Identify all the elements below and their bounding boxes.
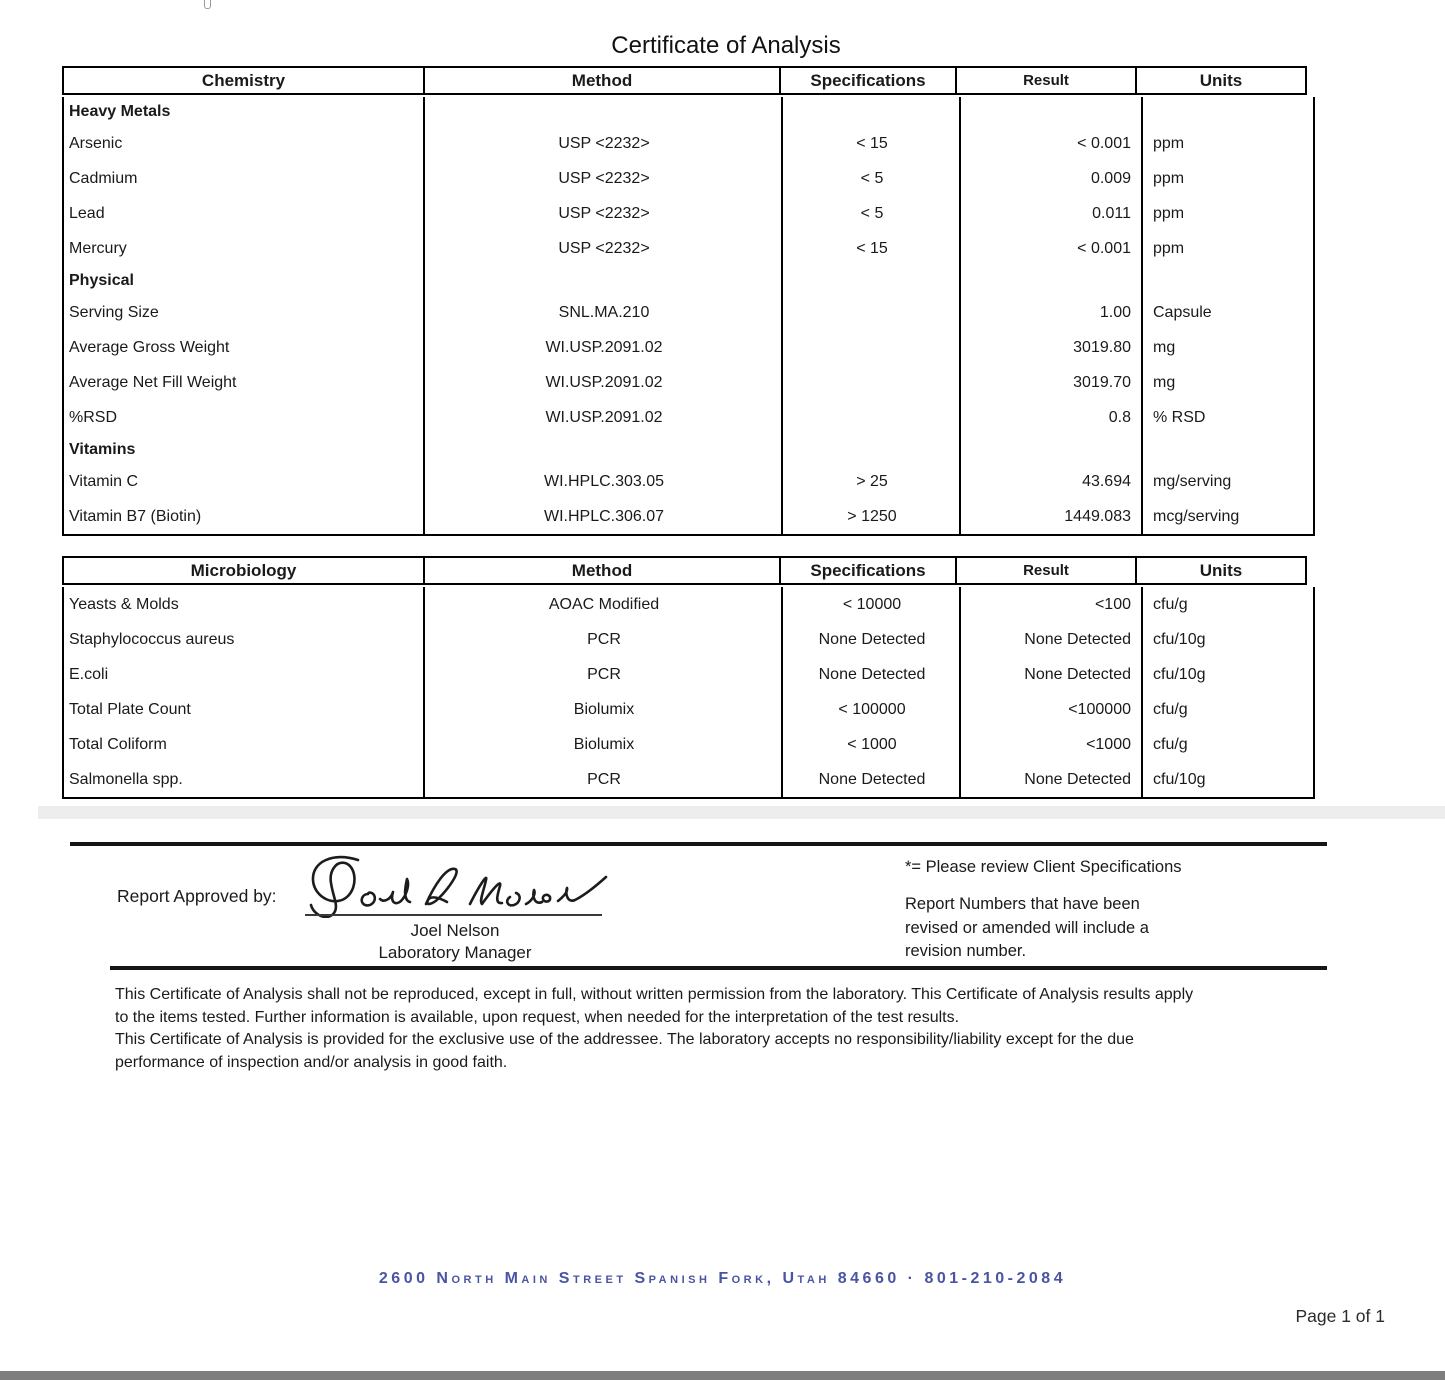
cell-result: 0.8 — [1108, 409, 1131, 426]
page-number: Page 1 of 1 — [1295, 1306, 1385, 1326]
disclaimer-line: This Certificate of Analysis is provided for the exclusive use of the addressee. The laboratory accepts no responsibility/liability except for the due — [115, 1031, 1134, 1048]
cell-units — [1143, 97, 1313, 126]
category-row — [64, 435, 1313, 464]
cell-spec: > 1250 — [847, 508, 897, 525]
table-row — [64, 126, 1313, 161]
lab-address: 2600 North Main Street Spanish Fork, Utah 84660 · 801-210-2084 — [378, 1270, 1067, 1287]
cell-units — [1143, 266, 1313, 295]
cell-method: USP <2232> — [558, 135, 650, 152]
cell-method: PCR — [587, 771, 621, 788]
cell-name: Salmonella spp. — [69, 771, 183, 788]
cell-result: None Detected — [1024, 666, 1131, 683]
cell-method: PCR — [587, 666, 621, 683]
cell-spec — [783, 365, 961, 400]
cell-name: Average Net Fill Weight — [69, 374, 237, 391]
cell-method — [425, 266, 783, 295]
cell-units: % RSD — [1153, 409, 1206, 426]
header-method: Method — [423, 66, 781, 95]
header-result: Result — [955, 556, 1137, 585]
chemistry-table-body — [62, 97, 1315, 536]
cell-units: mcg/serving — [1153, 508, 1240, 525]
cell-name: Vitamin B7 (Biotin) — [69, 508, 202, 525]
cell-spec: None Detected — [818, 631, 926, 648]
microbiology-table-header — [62, 556, 1315, 585]
cell-spec: < 10000 — [842, 596, 902, 613]
cell-units: cfu/g — [1153, 596, 1188, 613]
header-units: Units — [1135, 556, 1307, 585]
cell-result: 0.009 — [1090, 170, 1131, 187]
column-divider — [781, 587, 783, 797]
report-approved-by-label: Report Approved by: — [117, 886, 277, 906]
cell-result: 1.00 — [1099, 304, 1131, 321]
cell-spec — [783, 400, 961, 435]
header-result: Result — [955, 66, 1137, 95]
cell-name: Cadmium — [69, 170, 138, 187]
cell-name: Staphylococcus aureus — [69, 631, 235, 648]
header-specifications: Specifications — [779, 66, 957, 95]
column-divider — [423, 587, 425, 797]
column-divider — [781, 97, 783, 534]
disclaimer-line: performance of inspection and/or analysis in good faith. — [115, 1053, 508, 1071]
table-row — [64, 330, 1313, 365]
cell-units: cfu/10g — [1153, 631, 1206, 648]
cell-units: ppm — [1153, 170, 1185, 187]
cell-units: cfu/g — [1153, 736, 1188, 753]
table-row — [64, 196, 1313, 231]
table-row — [64, 231, 1313, 266]
table-row — [64, 692, 1313, 727]
cell-units: mg — [1153, 374, 1176, 391]
cell-spec: < 100000 — [838, 701, 906, 718]
column-divider — [959, 97, 961, 534]
column-divider — [1141, 587, 1143, 797]
cell-units: ppm — [1153, 240, 1185, 257]
scan-gray-band — [38, 806, 1445, 819]
cell-name: Yeasts & Molds — [69, 596, 179, 613]
disclaimer-text — [115, 984, 1310, 1074]
cell-result: <1000 — [1086, 736, 1131, 753]
cell-spec: < 5 — [860, 205, 884, 222]
signature-image — [298, 852, 613, 918]
cell-units: Capsule — [1153, 304, 1212, 321]
cell-name: Physical — [69, 272, 134, 289]
cell-method: AOAC Modified — [548, 596, 660, 613]
table-row — [64, 295, 1313, 330]
chemistry-table — [62, 66, 1315, 536]
cell-spec: < 5 — [860, 170, 884, 187]
cell-method — [425, 97, 783, 126]
table-row — [64, 727, 1313, 762]
cell-units — [1143, 435, 1313, 464]
header-specifications: Specifications — [779, 556, 957, 585]
signer-title: Laboratory Manager — [378, 943, 532, 962]
cell-method: USP <2232> — [558, 170, 650, 187]
client-specifications-note: *= Please review Client Specifications — [905, 858, 1182, 876]
cell-units: mg — [1153, 339, 1176, 356]
microbiology-table — [62, 556, 1315, 799]
table-row — [64, 161, 1313, 196]
cell-result: 3019.80 — [1073, 339, 1131, 356]
cell-name: Total Coliform — [69, 736, 167, 753]
cell-spec — [783, 435, 961, 464]
disclaimer-line: This Certificate of Analysis shall not be reproduced, except in full, without written permission from the laboratory. This Certificate of Analysis results apply — [115, 986, 1194, 1003]
cell-spec: None Detected — [818, 771, 926, 788]
cell-method: SNL.MA.210 — [558, 304, 650, 321]
cell-method: WI.USP.2091.02 — [545, 339, 663, 356]
disclaimer-line: to the items tested. Further information is available, upon request, when needed for the interpretation of the test results. — [115, 1008, 960, 1026]
cell-result: < 0.001 — [1077, 240, 1131, 257]
cell-result: 0.011 — [1092, 205, 1131, 222]
cell-name: Arsenic — [69, 135, 123, 152]
table-row — [64, 400, 1313, 435]
cell-units: ppm — [1153, 205, 1185, 222]
cell-name: Lead — [69, 205, 105, 222]
microbiology-table-body — [62, 587, 1315, 799]
category-row — [64, 97, 1313, 126]
horizontal-rule-top — [70, 842, 1327, 846]
cell-name: %RSD — [69, 409, 118, 426]
table-row — [64, 762, 1313, 797]
cell-spec: < 15 — [856, 135, 888, 152]
cell-spec: < 15 — [856, 240, 888, 257]
cell-name: Heavy Metals — [69, 103, 171, 120]
category-row — [64, 266, 1313, 295]
header-method: Method — [423, 556, 781, 585]
cell-name: Vitamins — [69, 441, 136, 458]
signer-name: Joel Nelson — [410, 921, 500, 940]
signature-line — [305, 914, 602, 916]
cell-spec — [783, 330, 961, 365]
cell-result — [961, 266, 1143, 295]
cell-name: Serving Size — [69, 304, 159, 321]
column-divider — [959, 587, 961, 797]
screenshot-bottom-bar — [0, 1371, 1445, 1380]
cell-method: WI.HPLC.306.07 — [543, 508, 665, 525]
cell-method: USP <2232> — [558, 205, 650, 222]
cell-name: Vitamin C — [69, 473, 139, 490]
cell-method: WI.HPLC.303.05 — [543, 473, 665, 490]
cell-method: WI.USP.2091.02 — [545, 374, 663, 391]
header-microbiology: Microbiology — [62, 556, 425, 585]
cell-units: cfu/g — [1153, 701, 1188, 718]
cell-units: mg/serving — [1153, 473, 1232, 490]
cell-result: 3019.70 — [1073, 374, 1131, 391]
cell-result — [961, 435, 1143, 464]
horizontal-rule-bottom — [110, 966, 1327, 970]
cell-spec — [783, 295, 961, 330]
cell-result: < 0.001 — [1077, 135, 1131, 152]
cell-method: PCR — [587, 631, 621, 648]
cell-result: None Detected — [1024, 771, 1131, 788]
table-row — [64, 499, 1313, 534]
revision-note: Report Numbers that have been revised or amended will include a revision number. — [905, 895, 1149, 960]
cell-spec: < 1000 — [847, 736, 897, 753]
header-chemistry: Chemistry — [62, 66, 425, 95]
cell-name: Total Plate Count — [69, 701, 191, 718]
table-row — [64, 587, 1313, 622]
cell-spec: None Detected — [818, 666, 926, 683]
cell-name: Average Gross Weight — [69, 339, 230, 356]
cell-method: WI.USP.2091.02 — [545, 409, 663, 426]
chemistry-table-header — [62, 66, 1315, 95]
cell-method: USP <2232> — [558, 240, 650, 257]
cell-method — [425, 435, 783, 464]
table-row — [64, 657, 1313, 692]
cell-name: Mercury — [69, 240, 127, 257]
cell-result: 43.694 — [1082, 473, 1131, 490]
table-row — [64, 622, 1313, 657]
cell-method: Biolumix — [573, 736, 635, 753]
cell-spec — [783, 266, 961, 295]
cell-units: cfu/10g — [1153, 771, 1206, 788]
cell-result: None Detected — [1024, 631, 1131, 648]
column-divider — [1141, 97, 1143, 534]
table-row — [64, 365, 1313, 400]
table-row — [64, 464, 1313, 499]
cell-name: E.coli — [69, 666, 109, 683]
cell-spec: > 25 — [856, 473, 888, 490]
cell-result: 1449.083 — [1064, 508, 1131, 525]
cell-units: ppm — [1153, 135, 1185, 152]
cell-spec — [783, 97, 961, 126]
cell-result: <100 — [1094, 596, 1131, 613]
cell-result: <100000 — [1068, 701, 1131, 718]
cell-units: cfu/10g — [1153, 666, 1206, 683]
header-units: Units — [1135, 66, 1307, 95]
page-title: Certificate of Analysis — [611, 32, 841, 59]
cell-result — [961, 97, 1143, 126]
cell-method: Biolumix — [573, 701, 635, 718]
scan-artifact — [204, 0, 211, 9]
column-divider — [423, 97, 425, 534]
